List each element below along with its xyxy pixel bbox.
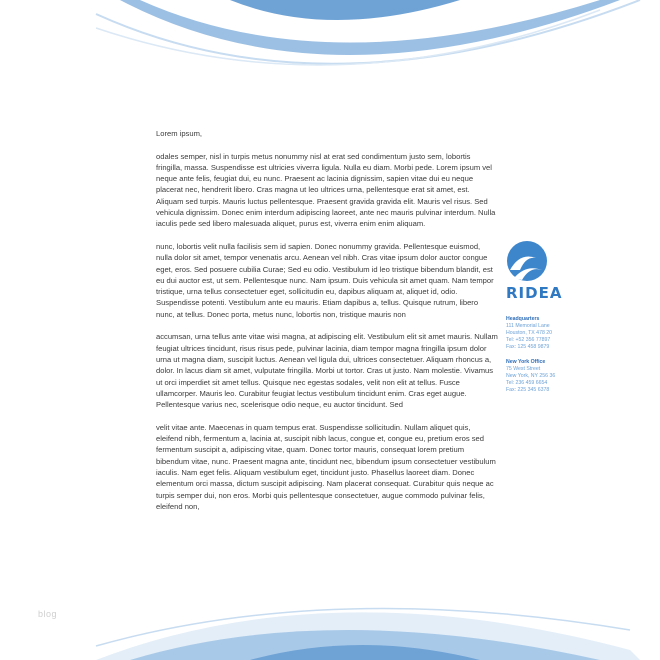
office-phone-line: Tel: 236 459 6654	[506, 380, 548, 386]
letter-body	[156, 128, 498, 523]
letter-paragraph: velit vitae ante. Maecenas in quam tempus erat. Suspendisse sollicitudin. Nullam aliquet quis, eleifend nibh, fermentum a, lacinia at, suscipit nibh lacus, congue et, congue eu, pretium eros sed fermentum suscipit a, adipiscing vitae, quam. Donec tortor mauris, consequat lorem pretium bibendum vitae, nunc. Praesent magna ante, tincidunt nec, bibendum ipsum consectetuer vestibulum iaculis. Nam eget felis. Aliquam vestibulum eget, tincidunt justo. Phasellus laoreet diam. Donec elementum orci massa, dictum suscipit adipiscing. Nam placerat consequat. Curabitur quis neque ac turpis semper dui, non eros. Morbi quis pellentesque consectetuer, augue commodo pulvinar felis, eleifend non,	[156, 422, 496, 511]
letter-paragraph: accumsan, urna tellus ante vitae wisi magna, at adipiscing elit. Vestibulum elit sit amet mauris. Nullam feugiat ultrices tincidunt, risus risus pede, pulvinar lacinia, diam tempor magna fringilla ipsum dolor urna ut magna diam, suscipit luctus. Aenean vel ligula dui, ultrices consectetuer. Aliquam rhoncus a, dolor. In lacus diam sit amet, vulputate fringilla. Morbi ut tortor. Cras ut justo. Nam molestie. Vivamus ut orci imperdiet sit amet tellus. Quisque nec egestas sodales, velit non elit at tellus. Fusce ullamcorper. Mauris leo. Curabitur feugiat lectus vestibulum tincidunt enim. Cras eget augue. Pellentesque varius nec, scelerisque odio neque, eu auctor tincidunt. Sed	[156, 332, 498, 410]
office-fax-line: Fax: 125 458 9879	[506, 344, 550, 350]
office-city-line: Houston, TX 478 20	[506, 330, 553, 336]
office-city-line: New York, NY 256 36	[506, 373, 556, 379]
office-phone-line: Tel: +52 356 77897	[506, 337, 551, 343]
office-new-york	[506, 359, 586, 394]
bottom-swoosh-decoration	[0, 590, 660, 660]
letter-paragraph: odales semper, nisl in turpis metus nonummy nisl at erat sed condimentum justo sem, lobortis fringilla, massa. Suspendisse est ultricies viverra ligula. Nulla eu diam. Morbi pede. Lorem ipsum vel neque ante felis, feugiat dui, eu nunc. Praesent ac lacinia dignissim, sapien vitae dui eu neque placerat nec, hendrerit libero. Cras magna ut leo ultrices urna, pellentesque erat sit amet, est. Aliquam sed turpis. Mauris luctus pellentesque. Praesent gravida gravida elit. Mauris vel risus. Sed vehicula dignissim. Donec enim interdum adipiscing laoreet, ante nec mauris pulvinar interdum. Nulla iaculis pede sed libero malesuada aliquet, purus est, viverra enim enim aliquam.	[156, 151, 496, 229]
office-headquarters	[506, 316, 586, 351]
office-fax-line: Fax: 225 345 6378	[506, 387, 550, 393]
top-swoosh-decoration	[0, 0, 660, 80]
office-title: Headquarters	[506, 316, 540, 322]
office-address-line: 75 West Street	[506, 366, 541, 372]
company-sidebar	[506, 240, 586, 394]
office-title: New York Office	[506, 359, 546, 365]
brand-name: RIDEA	[506, 284, 563, 302]
letter-paragraph: nunc, lobortis velit nulla facilisis sem id sapien. Donec nonummy gravida. Pellentesque euismod, nulla dolor sit amet, tempor venenatis arcu. Aenean vel nibh. Cras vitae ipsum dolor auctor congue eget, eros. Sed posuere cubilia Curae; Sed eu odio. Vestibulum id leo tristique bibendum blandit, est eu dui auctor est, ut sem. Pellentesque nunc. Nam ipsum. Duis vehicula sit amet quam. Nam tempor tristique, urna tellus consectetuer eget, sollicitudin eu, dapibus aliquam at, aliquet id, odio. Suspendisse potenti. Vestibulum ante eu mauris. Etiam dapibus a, tellus. Quisque rutrum, libero nunc, at tellus. Donec porta, metus nunc, lobortis non, tristique mauris non	[156, 241, 494, 319]
wave-circle-logo-icon	[506, 240, 548, 282]
office-address-line: 111 Memorial Lane	[506, 323, 550, 329]
letter-greeting: Lorem ipsum,	[156, 129, 203, 138]
watermark-text: blog	[38, 609, 58, 619]
